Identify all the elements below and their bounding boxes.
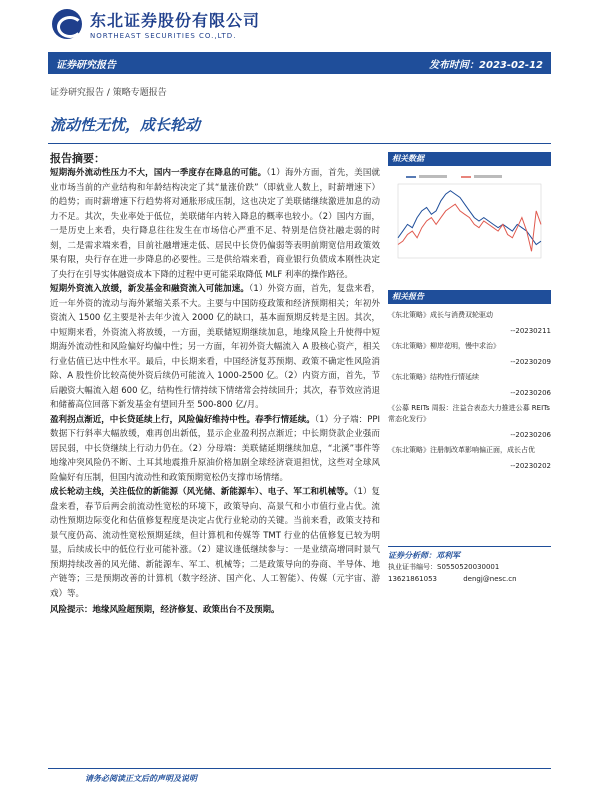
risk-body: 地缘风险超预期，经济修复、政策出台不及预期。 xyxy=(92,605,280,615)
related-data-chart xyxy=(388,170,551,270)
report-item[interactable] xyxy=(388,445,551,470)
data-section-title: 相关数据 xyxy=(388,152,551,166)
paragraph xyxy=(50,485,380,601)
report-item[interactable] xyxy=(388,403,551,439)
related-reports xyxy=(388,290,551,470)
paragraph-lead: 成长轮动主线，关注低位的新能源（风光储、新能源车）、电子、军工和机械等。 xyxy=(50,487,354,497)
analyst-info xyxy=(388,546,551,585)
report-title: 《东北策略》成长与消费双轮驱动 xyxy=(388,311,493,319)
company-logo-icon xyxy=(52,9,82,39)
report-item[interactable] xyxy=(388,372,551,397)
analyst-email[interactable]: dengj@nesc.cn xyxy=(463,575,517,583)
abstract-title: 报告摘要： xyxy=(50,152,105,165)
analyst-contact xyxy=(388,573,551,585)
header-banner xyxy=(48,52,551,74)
paragraph xyxy=(50,413,380,486)
paragraph xyxy=(50,166,380,282)
paragraph-lead: 短期外资流入放缓，新发基金和融资流入可能加速。 xyxy=(50,284,250,294)
report-title: 《公募 REITs 周报：注益合表态大力推进公募 REITs 常态化发行》 xyxy=(388,404,550,423)
paragraph-body: （1）海外方面，首先，美国就业市场当前的产业结构和年龄结构决定了其“量涨价跌”（即就业人数上，时薪增速下）的趋势；而时薪增速下行趋势将对通胀形成压制，这也决定了美联储继续激进加息的动力不足。其次，失业率处于低位，美联储年内转入降息的概率也较小。（2）国内方面，一是历史上来看，央行降息往往发生在市场信心严重不足、特别是信贷社融走弱的时刻，二是需求端来看，目前社融增速走低、居民中长贷仍偏弱等表明前期宽信用政策效果有限，央行存在进一步降息的必要性。三是供给端来看，商业银行负债成本刚性决定了央行在引导实体融资成本下降的过程中更可能采取降低 MLF 利率的操作路径。 xyxy=(50,168,380,280)
footer-disclaimer: 请务必阅读正文后的声明及说明 xyxy=(85,774,197,783)
report-title: 《东北策略》注册制改革影响偏正面，成长占优 xyxy=(388,446,535,454)
analyst-phone: 13621861053 xyxy=(388,575,437,583)
page-title: 流动性无忧，成长轮动 xyxy=(50,116,201,134)
company-name-en: NORTHEAST SECURITIES CO.,LTD. xyxy=(90,32,237,40)
report-title: 《东北策略》柳岸花明，慢中求治》 xyxy=(388,342,500,350)
data-section-header xyxy=(388,152,551,166)
publish-time: 发布时间：2023-02-12 xyxy=(429,59,543,71)
paragraph-lead: 盈利拐点渐近，中长贷延续上行，风险偏好维持中性。春季行情延续。 xyxy=(50,414,315,425)
report-item[interactable] xyxy=(388,341,551,366)
report-date: --20230211 xyxy=(510,327,551,335)
breadcrumb: 证券研究报告 / 策略专题报告 xyxy=(50,88,167,98)
footer-divider xyxy=(48,768,551,769)
abstract-body xyxy=(50,166,380,618)
paragraph-body: （1）外资方面，首先，复盘来看，近一年外资的流动与海外紧缩关系不大。主要与中国防疫政策和经济预期相关；年初外资流入 1500 亿主要是补去年少流入 2000 亿的缺口，基本面预期反转是主因。其次，中短期来看，外资流入将放缓，一方面，美联储短期继续加息，地缘风险上升使得中短期海外流动性和风险偏好均偏中性；另一方面，年初外资大幅流入 A 股核心资产，相关行业估值已达中性水平。最后，中长期来看，中国经济复苏预期、政策不确定性风险消除、A 股性价比较高使外资后续仍可能流入 1000-2500 亿。（2）内资方面，首先，节后融资大幅流入超 600 亿，结构性行情持续下情绪常会持续回升；其次，春节效应消退和储蓄高位回落下新发基金有望回升至 500-800 亿/月。 xyxy=(50,284,380,410)
company-logo xyxy=(52,8,260,40)
analyst-title: 证券分析师：邓利军 xyxy=(388,551,460,560)
report-type: 证券研究报告 xyxy=(56,59,116,71)
report-date: --20230209 xyxy=(510,358,551,366)
analyst-cert: 执业证书编号：S0550520030001 xyxy=(388,563,500,571)
report-date: --20230206 xyxy=(510,389,551,397)
paragraph-body: （1）复盘来看，春节后两会前流动性宽松的环境下，政策导向、高景气和小市值行业占优。流动性预期边际变化和估值修复程度是决定占优行业轮动的关键。当前来看，政策支持和景气度仍高、流动性宽松预期延续，但计算机和传媒等 TMT 行业的估值修复已较为明显，后续成长中的低位行业可能补涨。（2）建议逢低继续参与：一是业绩高增同时景气预期持续改善的风光储、新能源车、军工、机械等；二是政策导向的券商、半导体、地产链等；三是预期改善的计算机（数字经济、国产化、人工智能）、传媒（元宇宙、游戏）等。 xyxy=(50,487,380,599)
company-name-cn: 东北证券股份有限公司 xyxy=(90,11,261,30)
legend-label-1 xyxy=(474,175,502,178)
risk-lead: 风险提示： xyxy=(50,605,93,615)
report-item[interactable] xyxy=(388,310,551,335)
analyst-divider xyxy=(388,546,551,547)
title-divider xyxy=(48,143,551,144)
legend-label-0 xyxy=(419,175,447,178)
risk-warning xyxy=(50,603,380,618)
chart-frame xyxy=(398,184,541,258)
paragraph-lead: 短期海外流动性压力不大，国内一季度存在降息的可能。 xyxy=(50,168,267,178)
report-date: --20230202 xyxy=(510,462,551,470)
report-title: 《东北策略》结构性行情延续 xyxy=(388,373,479,381)
paragraph-body: （1）分子端：PPI 数据下行斜率大幅放缓，难再创出新低，显示企业盈利拐点渐近；中长期贷款企业强而居民弱，中长贷继续上行动力仍在。（2）分母端：美联储延期继续加息，“北溪”事件等地缘冲突风险仍不断、土耳其地震推升原油价格加剧全球经济衰退担忧，这些对全球风险偏好有压制，但国内流动性和政策预期宽松仍支撑市场情绪。 xyxy=(50,414,380,483)
paragraph xyxy=(50,282,380,413)
reports-section-title: 相关报告 xyxy=(388,290,551,304)
report-date: --20230206 xyxy=(510,431,551,439)
